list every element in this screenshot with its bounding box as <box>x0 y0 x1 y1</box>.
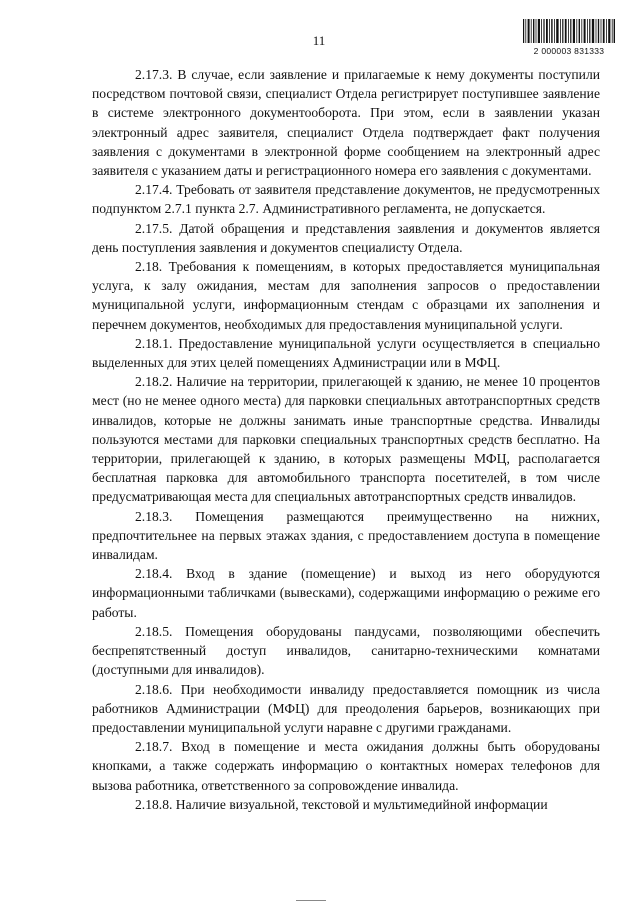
paragraph-2-18-1: 2.18.1. Предоставление муниципальной услуги осуществляется в специально выделенных для этих целей помещениях Администрации или в МФЦ. <box>92 335 600 371</box>
paragraph-2-18: 2.18. Требования к помещениям, в которых предоставляется муниципальная услуга, к залу ожидания, местам для заполнения запросов о предоставлении муниципальной услуги, информационным стендам с образцами их заполнения и перечнем документов, необходимых для предоставления муниципальной услуги. <box>92 259 600 332</box>
paragraph-2-18-6: 2.18.6. При необходимости инвалиду предоставляется помощник из числа работников Администрации (МФЦ) для преодоления барьеров, возникающих при предоставлении муниципальной услуги наравне с другими гражданами. <box>92 681 600 735</box>
paragraph-2-17-5: 2.17.5. Датой обращения и представления заявления и документов является день поступления заявления и документов специалисту Отдела. <box>92 220 600 255</box>
document-body <box>92 65 600 814</box>
paragraph-2-18-2: 2.18.2. Наличие на территории, прилегающей к зданию, не менее 10 процентов мест (но не менее одного места) для парковки специальных автотранспортных средств инвалидов, которые не должны занимать иные транспортные средства. Инвалиды пользуются местами для парковки специальных транспортных средств бесплатно. На территории, прилегающей к зданию, в которых размещены МФЦ, располагается бесплатная парковка для автомобильного транспорта посетителей, в том числе предусматривающая места для специальных автотранспортных средств инвалидов. <box>92 374 600 505</box>
paragraph-2-17-4: 2.17.4. Требовать от заявителя представление документов, не предусмотренных подпунктом 2.7.1 пункта 2.7. Административного регламента, не допускается. <box>92 182 600 217</box>
paragraph-2-17-3: 2.17.3. В случае, если заявление и прилагаемые к нему документы поступили посредством почтовой связи, специалист Отдела регистрирует поступившее заявление в системе электронного документооборота. При этом, если в заявлении указан электронный адрес заявителя, специалист Отдела подтверждает факт получения заявления с документами в электронной форме сообщением на электронный адрес заявителя с указанием даты и регистрационного номера его заявления с документами. <box>92 67 600 179</box>
page-number: 11 <box>312 33 326 48</box>
paragraph-2-18-5: 2.18.5. Помещения оборудованы пандусами, позволяющими обеспечить беспрепятственный доступ инвалидов, санитарно-техническими комнатами (доступными для инвалидов). <box>92 623 600 678</box>
footer-mark <box>296 900 326 901</box>
barcode <box>523 19 615 43</box>
paragraph-2-18-8: 2.18.8. Наличие визуальной, текстовой и мультимедийной информации <box>135 796 548 812</box>
paragraph-2-18-4: 2.18.4. Вход в здание (помещение) и выход из него оборудуются информационными табличками (вывесками), содержащими информацию о режиме его работы. <box>92 566 600 620</box>
barcode-number: 2 000003 831333 <box>533 46 605 56</box>
paragraph-2-18-3: 2.18.3. Помещения размещаются преимущественно на нижних, предпочтительнее на первых этажах здания, с предоставлением доступа в помещение инвалидам. <box>92 508 600 563</box>
paragraph-2-18-7: 2.18.7. Вход в помещение и места ожидания должны быть оборудованы кнопками, а также содержать информацию о контактных номерах телефонов для вызова работника, ответственного за сопровождение инвалида. <box>92 739 600 793</box>
